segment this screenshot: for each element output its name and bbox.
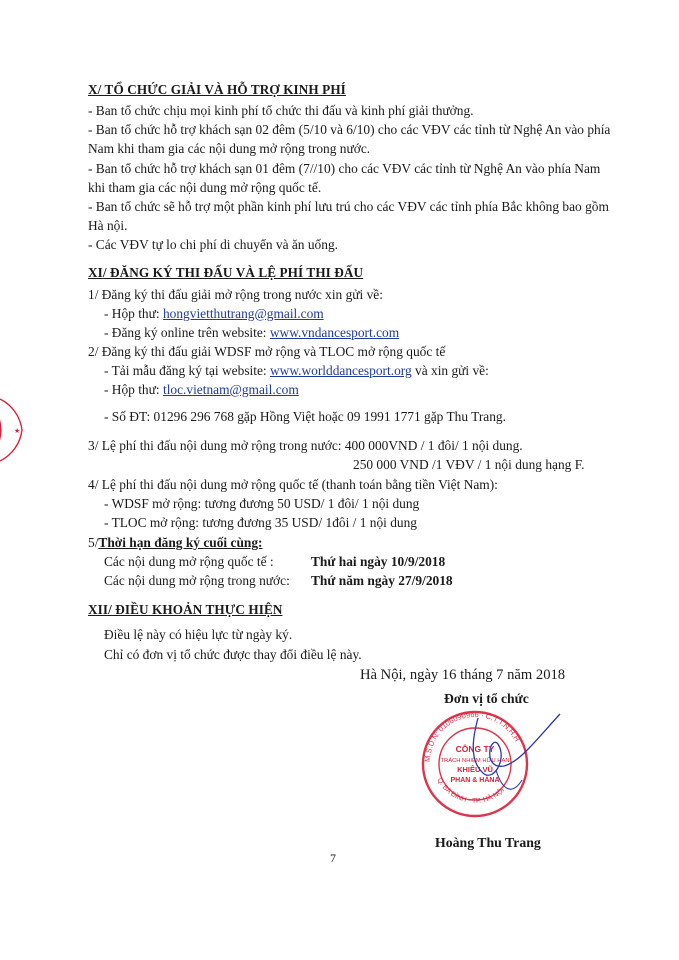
deadline-domestic-date: Thứ năm ngày 27/9/2018 xyxy=(311,573,453,588)
phone-line: - Số ĐT: 01296 296 768 gặp Hồng Việt hoặc 09 1991 1771 gặp Thu Trang. xyxy=(104,409,506,424)
deadline-international-date: Thứ hai ngày 10/9/2018 xyxy=(311,554,446,569)
registration-international: 2/ Đăng ký thi đấu giải WDSF mở rộng và TLOC mở rộng quốc tế xyxy=(88,344,446,359)
effective-line: Điều lệ này có hiệu lực từ ngày ký. xyxy=(104,627,293,642)
deadline-heading-row xyxy=(88,535,263,551)
mailbox-row xyxy=(104,306,324,322)
section-10-line: Nam khi tham gia các nội dung mở rộng trong nước. xyxy=(88,141,371,156)
fee-international: 4/ Lệ phí thi đấu nội dung mở rộng quốc tế (thanh toán bằng tiền Việt Nam): xyxy=(88,477,498,492)
deadline-international-label: Các nội dung mở rộng quốc tế : xyxy=(104,554,274,569)
registration-domestic: 1/ Đăng ký thi đấu giải mở rộng trong nước xin gửi về: xyxy=(88,287,383,302)
stamp-line-2: TRÁCH NHIỆM HỮU HẠN xyxy=(440,758,510,764)
deadline-prefix: 5/ xyxy=(88,535,99,550)
company-stamp xyxy=(412,700,562,830)
section-10-line: - Ban tổ chức sẽ hỗ trợ một phần kinh phí lưu trú cho các VĐV các tỉnh phía Bắc không bao gồm xyxy=(88,199,609,214)
fee-tloc: - TLOC mở rộng: tương đương 35 USD/ 1đôi / 1 nội dung xyxy=(104,515,417,530)
fee-wdsf: - WDSF mở rộng: tương đương 50 USD/ 1 đôi/ 1 nội dung xyxy=(104,496,420,511)
edge-stamp-fragment xyxy=(0,395,26,465)
svg-text:★: ★ xyxy=(14,428,21,435)
section-10-line: - Ban tổ chức chịu mọi kinh phí tổ chức thi đấu và kinh phí giải thưởng. xyxy=(88,103,474,118)
svg-text:M.S.D.N: 0106090966 · C.T.T.N. xyxy=(423,710,522,762)
section-11-heading: XI/ ĐĂNG KÝ THI ĐẤU VÀ LỆ PHÍ THI ĐẤU xyxy=(88,265,364,280)
website-domestic-link[interactable]: www.vndancesport.com xyxy=(269,325,400,340)
section-10-line: Hà nội. xyxy=(88,218,128,233)
online-registration-row xyxy=(104,325,399,341)
section-10-line: - Các VĐV tự lo chi phí di chuyển và ăn uống. xyxy=(88,237,338,252)
fee-domestic-class-f: 250 000 VND /1 VĐV / 1 nội dung hạng F. xyxy=(353,457,585,472)
stamp-ring-text: M.S.D.N: 0106090966 · C.T.T.N.H.H xyxy=(422,709,522,763)
email-domestic-link[interactable]: hongvietthutrang@gmail.com xyxy=(162,306,324,321)
section-10-line: - Ban tổ chức hỗ trợ khách sạn 01 đêm (7//10) cho các VĐV các tỉnh từ Nghệ An vào phía Nam xyxy=(88,161,601,176)
form-label: - Tải mẫu đăng ký tại website: xyxy=(104,363,270,378)
email-international-link[interactable]: tloc.vietnam@gmail.com xyxy=(162,382,299,397)
fee-domestic: 3/ Lệ phí thi đấu nội dung mở rộng trong nước: 400 000VND / 1 đôi/ 1 nội dung. xyxy=(88,438,523,453)
section-10-heading: X/ TỔ CHỨC GIẢI VÀ HỖ TRỢ KINH PHÍ xyxy=(88,82,346,97)
mailbox-label: - Hộp thư: xyxy=(104,306,163,321)
form-suffix: và xin gửi về: xyxy=(411,363,489,378)
stamp-line-1: CÔNG TY xyxy=(455,744,495,754)
signatory-name: Hoàng Thu Trang xyxy=(435,835,541,850)
section-10-line: khi tham gia các nội dung mở rộng quốc tế. xyxy=(88,180,322,195)
online-label: - Đăng ký online trên website: xyxy=(104,325,270,340)
section-12-heading: XII/ ĐIỀU KHOẢN THỰC HIỆN xyxy=(88,602,283,617)
place-date: Hà Nội, ngày 16 tháng 7 năm 2018 xyxy=(360,667,566,683)
mailbox-label: - Hộp thư: xyxy=(104,382,163,397)
deadline-heading: Thời hạn đăng ký cuối cùng: xyxy=(98,535,263,550)
website-international-link[interactable]: www.worlddancesport.org xyxy=(269,363,412,378)
section-10-line: - Ban tổ chức hỗ trợ khách sạn 02 đêm (5/10 và 6/10) cho các VĐV các tỉnh từ Nghệ An vào phía xyxy=(88,122,611,137)
stamp-bottom-text: Q. BA ĐÌNH · TP. HÀ NỘI xyxy=(435,776,507,805)
stamp-line-4: PHAN & HÀNA xyxy=(450,777,500,784)
mailbox-international-row xyxy=(104,382,299,398)
organizer-title: Đơn vị tổ chức xyxy=(444,691,529,706)
form-download-row xyxy=(104,363,489,379)
stamp-line-3: KHIÊU VŨ xyxy=(457,765,493,774)
deadline-domestic-label: Các nội dung mở rộng trong nước: xyxy=(104,573,290,588)
amendment-line: Chỉ có đơn vị tổ chức được thay đổi điều lệ này. xyxy=(104,647,362,662)
page-number: 7 xyxy=(330,851,336,865)
